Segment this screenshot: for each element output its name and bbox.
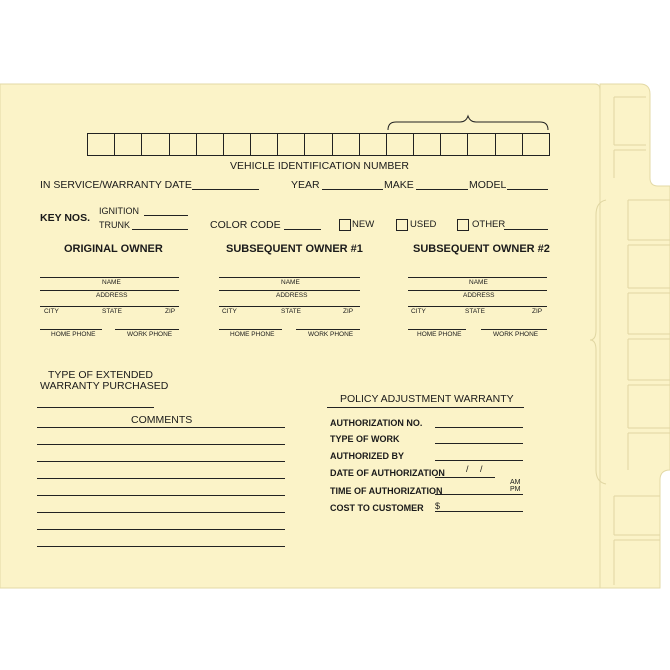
authorized-by-label: AUTHORIZED BY <box>330 451 404 461</box>
comment-line[interactable] <box>37 461 285 462</box>
color-code-label: COLOR CODE <box>210 219 281 231</box>
other-checkbox[interactable] <box>457 219 469 231</box>
new-label: NEW <box>352 219 375 230</box>
address-label: ADDRESS <box>276 292 308 299</box>
other-line[interactable] <box>504 229 548 230</box>
make-label: MAKE <box>384 179 414 191</box>
state-label: STATE <box>281 308 301 315</box>
extended-warranty-line1: TYPE OF EXTENDED <box>48 369 154 381</box>
model-line[interactable] <box>507 189 548 190</box>
policy-title-underline <box>327 407 524 408</box>
ignition-line[interactable] <box>144 215 188 216</box>
year-line[interactable] <box>322 189 383 190</box>
type-of-work-label: TYPE OF WORK <box>330 434 400 444</box>
comment-line[interactable] <box>37 495 285 496</box>
work-phone-label: WORK PHONE <box>127 331 173 338</box>
model-label: MODEL <box>469 179 507 191</box>
new-checkbox[interactable] <box>339 219 351 231</box>
name-label: NAME <box>469 279 488 286</box>
used-label: USED <box>410 219 437 230</box>
folder-tab-strip-top <box>600 84 670 588</box>
vin-box[interactable] <box>440 133 468 156</box>
policy-title: POLICY ADJUSTMENT WARRANTY <box>340 393 514 405</box>
cost-to-customer-line[interactable] <box>435 511 523 512</box>
vin-box[interactable] <box>522 133 550 156</box>
vin-box[interactable] <box>196 133 224 156</box>
home-phone-label: HOME PHONE <box>230 331 275 338</box>
home-phone-line[interactable] <box>408 329 466 330</box>
authorization-no-line[interactable] <box>435 427 523 428</box>
name-line[interactable] <box>408 277 547 278</box>
comment-line[interactable] <box>37 478 285 479</box>
vin-box[interactable] <box>114 133 142 156</box>
date-of-authorization-label: DATE OF AUTHORIZATION <box>330 468 445 478</box>
vin-box[interactable] <box>277 133 305 156</box>
vin-box[interactable] <box>332 133 360 156</box>
in-service-label: IN SERVICE/WARRANTY DATE <box>40 179 192 191</box>
comment-line[interactable] <box>37 444 285 445</box>
comment-line[interactable] <box>37 427 285 428</box>
owner-title: SUBSEQUENT OWNER #1 <box>226 243 363 255</box>
dollar-sign: $ <box>435 501 441 511</box>
year-label: YEAR <box>291 179 320 191</box>
vin-box[interactable] <box>223 133 251 156</box>
comment-line[interactable] <box>37 546 285 547</box>
in-service-line[interactable] <box>192 189 259 190</box>
vin-boxes[interactable] <box>87 133 549 157</box>
vin-box[interactable] <box>169 133 197 156</box>
other-label: OTHER <box>472 219 506 230</box>
color-code-line[interactable] <box>284 229 321 230</box>
am-label: AM <box>510 479 521 486</box>
city-state-zip-line[interactable] <box>40 306 179 307</box>
name-line[interactable] <box>40 277 179 278</box>
city-state-zip-line[interactable] <box>408 306 547 307</box>
vin-box[interactable] <box>359 133 387 156</box>
city-state-zip-line[interactable] <box>219 306 360 307</box>
address-line[interactable] <box>40 290 179 291</box>
time-of-authorization-line[interactable] <box>435 494 523 495</box>
vin-brace <box>386 114 550 132</box>
work-phone-label: WORK PHONE <box>493 331 539 338</box>
date-slash-1: / <box>466 464 469 474</box>
address-label: ADDRESS <box>463 292 495 299</box>
state-label: STATE <box>465 308 485 315</box>
name-label: NAME <box>102 279 121 286</box>
home-phone-label: HOME PHONE <box>417 331 462 338</box>
vin-box[interactable] <box>467 133 495 156</box>
owner-title: SUBSEQUENT OWNER #2 <box>413 243 550 255</box>
zip-label: ZIP <box>532 308 543 315</box>
vin-label: VEHICLE IDENTIFICATION NUMBER <box>230 160 409 172</box>
make-line[interactable] <box>416 189 468 190</box>
date-of-authorization-line[interactable] <box>435 477 495 478</box>
work-phone-line[interactable] <box>115 329 179 330</box>
work-phone-line[interactable] <box>481 329 547 330</box>
zip-label: ZIP <box>343 308 354 315</box>
address-line[interactable] <box>219 290 360 291</box>
city-label: CITY <box>44 308 59 315</box>
authorization-no-label: AUTHORIZATION NO. <box>330 418 423 428</box>
extended-warranty-line2: WARRANTY PURCHASED <box>40 380 169 392</box>
home-phone-line[interactable] <box>219 329 282 330</box>
pm-label: PM <box>510 486 521 493</box>
address-label: ADDRESS <box>96 292 128 299</box>
vin-box[interactable] <box>250 133 278 156</box>
vin-box[interactable] <box>386 133 414 156</box>
date-slash-2: / <box>480 464 483 474</box>
vin-box[interactable] <box>141 133 169 156</box>
name-label: NAME <box>281 279 300 286</box>
time-of-authorization-label: TIME OF AUTHORIZATION <box>330 486 443 496</box>
key-nos-label: KEY NOS. <box>40 212 90 224</box>
cost-to-customer-label: COST TO CUSTOMER <box>330 503 424 513</box>
city-label: CITY <box>222 308 237 315</box>
name-line[interactable] <box>219 277 360 278</box>
vin-box[interactable] <box>413 133 441 156</box>
used-checkbox[interactable] <box>396 219 408 231</box>
comment-line[interactable] <box>37 529 285 530</box>
type-of-work-line[interactable] <box>435 443 523 444</box>
city-label: CITY <box>411 308 426 315</box>
comment-line[interactable] <box>37 512 285 513</box>
work-phone-label: WORK PHONE <box>308 331 354 338</box>
vin-box[interactable] <box>495 133 523 156</box>
trunk-label: TRUNK <box>99 220 130 230</box>
home-phone-label: HOME PHONE <box>51 331 96 338</box>
state-label: STATE <box>102 308 122 315</box>
ignition-label: IGNITION <box>99 206 139 216</box>
trunk-line[interactable] <box>132 229 188 230</box>
address-line[interactable] <box>408 290 547 291</box>
comments-label: COMMENTS <box>131 414 193 426</box>
home-phone-line[interactable] <box>40 329 102 330</box>
owner-title: ORIGINAL OWNER <box>64 243 163 255</box>
extended-warranty-line[interactable] <box>37 407 154 408</box>
work-phone-line[interactable] <box>296 329 360 330</box>
vin-box[interactable] <box>304 133 332 156</box>
vin-box[interactable] <box>87 133 115 156</box>
authorized-by-line[interactable] <box>435 460 523 461</box>
zip-label: ZIP <box>165 308 176 315</box>
